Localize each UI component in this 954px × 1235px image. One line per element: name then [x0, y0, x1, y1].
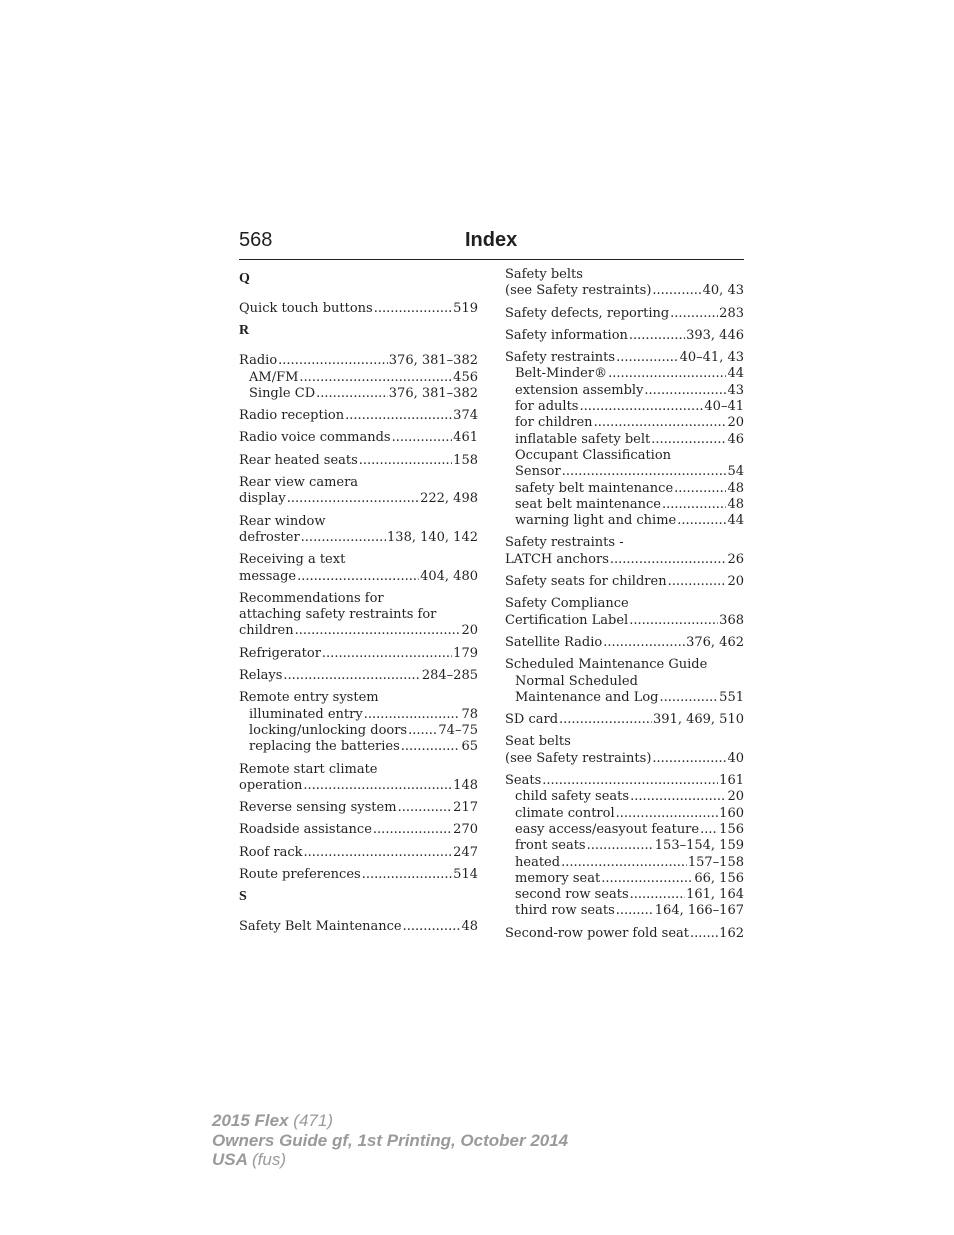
dot-leader: [651, 432, 726, 448]
index-entry-line: [505, 328, 744, 344]
index-entry: [505, 306, 744, 322]
dot-leader: [629, 328, 685, 344]
index-subentry: [505, 789, 744, 805]
index-group-r: [239, 353, 478, 883]
index-entry: [239, 301, 478, 317]
dot-leader: [364, 707, 461, 723]
page-reference: 283: [719, 305, 744, 321]
index-term: message: [239, 568, 297, 584]
dot-leader: [644, 383, 726, 399]
page-reference: 456: [453, 369, 478, 385]
page-reference: 48: [727, 480, 744, 496]
dot-leader: [652, 751, 726, 767]
dot-leader: [659, 690, 718, 706]
page-reference: 157–158: [687, 854, 744, 870]
index-term: climate control: [515, 805, 615, 821]
index-subentry: [505, 383, 744, 399]
index-entry: [505, 350, 744, 529]
dot-leader: [630, 789, 726, 805]
page-reference: 161: [719, 773, 744, 789]
page-reference: 374: [453, 408, 478, 424]
index-term: Maintenance and Log: [515, 689, 659, 705]
index-column-right: [505, 267, 744, 948]
page-reference: 179: [453, 645, 478, 661]
footer-model-line: [212, 1111, 568, 1131]
page-reference: 376, 381–382: [388, 385, 478, 401]
index-group-s: [239, 919, 478, 935]
section-letter-r: R: [239, 323, 250, 339]
dot-leader: [316, 386, 388, 402]
dot-leader: [542, 773, 718, 789]
dot-leader: [630, 887, 685, 903]
index-entry-line: [239, 800, 478, 816]
page-reference: 65: [461, 739, 478, 755]
page-reference: 158: [453, 452, 478, 468]
index-entry: [505, 596, 744, 629]
dot-leader: [561, 855, 687, 871]
page-reference: 404, 480: [420, 568, 478, 584]
index-entry-line: [239, 301, 478, 317]
index-entry-line: [505, 734, 744, 750]
footer-region-code: (fus): [252, 1150, 286, 1169]
index-subentry: [505, 399, 744, 415]
footer-model: 2015 Flex: [212, 1111, 289, 1130]
page-reference: 393, 446: [686, 327, 744, 343]
index-entry-line: [505, 552, 744, 568]
dot-leader: [674, 481, 726, 497]
dot-leader: [616, 350, 679, 366]
index-entry: [239, 453, 478, 469]
index-term: replacing the batteries: [249, 739, 400, 755]
index-entry-line: [505, 613, 744, 629]
index-subentry: [505, 513, 744, 529]
footer-imprint: [212, 1111, 568, 1170]
index-term: heated: [515, 854, 561, 870]
index-entry-line: [505, 773, 744, 789]
index-entry-line: [239, 491, 478, 507]
dot-leader: [616, 806, 719, 822]
index-term: operation: [239, 777, 303, 793]
index-entry: [239, 762, 478, 795]
dot-leader: [278, 353, 388, 369]
index-term: Reverse sensing system: [239, 800, 397, 816]
page-reference: 161, 164: [686, 887, 744, 903]
index-subentry: [239, 370, 478, 386]
page-reference: 40–41: [704, 399, 744, 415]
index-term: Safety information: [505, 327, 628, 343]
page-reference: 40–41, 43: [679, 350, 744, 366]
dot-leader: [287, 491, 419, 507]
index-term: SD card: [505, 712, 559, 728]
index-term: Occupant Classification: [515, 447, 672, 463]
page-reference: 43: [727, 382, 744, 398]
page-reference: 519: [453, 301, 478, 316]
index-entry-line: [239, 353, 478, 369]
index-subentry: [505, 448, 744, 464]
dot-leader: [601, 871, 693, 887]
dot-leader: [559, 712, 652, 728]
index-term: Safety restraints: [505, 350, 616, 366]
dot-leader: [299, 370, 452, 386]
index-entry: [505, 773, 744, 920]
index-term: Seat belts: [505, 734, 571, 750]
dot-leader: [373, 822, 452, 838]
page-reference: 153–154, 159: [654, 838, 744, 854]
index-entry: [505, 712, 744, 728]
index-term: Roadside assistance: [239, 822, 372, 838]
index-term: Safety restraints -: [505, 535, 624, 551]
index-subentry: [505, 464, 744, 480]
index-term: extension assembly: [515, 382, 644, 398]
index-subentry: [505, 887, 744, 903]
index-entry: [239, 408, 478, 424]
index-subentry: [505, 481, 744, 497]
index-entry-line: [239, 552, 478, 568]
dot-leader: [562, 464, 727, 480]
index-entry: [505, 734, 744, 767]
index-entry-line: [239, 762, 478, 778]
page-reference: 156: [719, 821, 744, 837]
index-term: Sensor: [515, 464, 561, 480]
index-entry-line: [239, 690, 478, 706]
index-subentry: [505, 674, 744, 690]
dot-leader: [652, 283, 701, 299]
index-entry-line: [239, 668, 478, 684]
index-term: Single CD: [249, 385, 316, 401]
index-term: Scheduled Maintenance Guide: [505, 657, 708, 673]
index-term: Remote entry system: [239, 690, 379, 706]
index-subentry: [505, 415, 744, 431]
index-term: safety belt maintenance: [515, 480, 674, 496]
index-entry: [239, 646, 478, 662]
page-reference: 376, 381–382: [388, 353, 478, 369]
index-term: Rear heated seats: [239, 452, 358, 468]
index-entry-line: [239, 845, 478, 861]
page-reference: 284–285: [421, 668, 478, 684]
dot-leader: [690, 926, 718, 942]
page-reference: 44: [727, 366, 744, 382]
index-entry: [239, 867, 478, 883]
page-reference: 74–75: [438, 722, 478, 738]
index-term: for children: [515, 415, 593, 431]
index-term: Certification Label: [505, 612, 629, 628]
dot-leader: [322, 646, 452, 662]
index-entry: [239, 668, 478, 684]
index-subentry: [505, 903, 744, 919]
dot-leader: [662, 497, 726, 513]
index-entry-line: [505, 751, 744, 767]
index-entry-line: [239, 867, 478, 883]
index-subentry: [505, 497, 744, 513]
page-reference: 160: [719, 805, 744, 821]
index-subentry: [505, 432, 744, 448]
index-subentry: [505, 855, 744, 871]
index-entry-line: [505, 283, 744, 299]
dot-leader: [301, 530, 386, 546]
index-entry: [505, 574, 744, 590]
index-entry-line: [239, 607, 478, 623]
index-entry-line: [239, 778, 478, 794]
dot-leader: [610, 552, 727, 568]
page-reference: 247: [453, 844, 478, 860]
footer-guide-line: Owners Guide gf, 1st Printing, October 2014: [212, 1130, 569, 1150]
page-reference: 376, 462: [686, 634, 744, 650]
index-entry: [239, 919, 478, 935]
page-reference: 20: [727, 574, 744, 590]
index-term: AM/FM: [249, 369, 299, 385]
dot-leader: [603, 635, 685, 651]
dot-leader: [668, 574, 727, 590]
index-term: Recommendations for: [239, 590, 384, 606]
index-term: easy access/easyout feature: [515, 821, 700, 837]
index-entry-line: [239, 408, 478, 424]
dot-leader: [303, 778, 452, 794]
index-term: Safety seats for children: [505, 574, 667, 590]
index-entry: [239, 690, 478, 755]
index-term: Remote start climate: [239, 761, 378, 777]
index-entry: [505, 267, 744, 300]
index-entry-line: [505, 350, 744, 366]
index-term: front seats: [515, 838, 586, 854]
page-reference: 461: [453, 430, 478, 446]
index-term: Radio voice commands: [239, 430, 391, 446]
page-reference: 20: [727, 415, 744, 431]
page-reference: 368: [719, 612, 744, 628]
index-subentry: [505, 690, 744, 706]
dot-leader: [362, 867, 452, 883]
index-subentry: [505, 871, 744, 887]
index-entry: [239, 800, 478, 816]
dot-leader: [392, 430, 453, 446]
dot-leader: [608, 366, 726, 382]
page-reference: 138, 140, 142: [387, 529, 478, 545]
dot-leader: [401, 739, 461, 755]
index-entry: [239, 845, 478, 861]
index-entry-line: [239, 591, 478, 607]
index-term: Refrigerator: [239, 645, 321, 661]
index-term: Safety Belt Maintenance: [239, 919, 402, 935]
index-term: memory seat: [515, 870, 601, 886]
dot-leader: [594, 415, 727, 431]
index-entry: [239, 822, 478, 838]
page-reference: 48: [461, 919, 478, 935]
index-term: warning light and chime: [515, 513, 677, 529]
index-term: attaching safety restraints for: [239, 607, 437, 623]
page-reference: 40: [727, 750, 744, 766]
index-entry-line: [239, 569, 478, 585]
index-term: seat belt maintenance: [515, 496, 661, 512]
index-group-s-continued: [505, 267, 744, 942]
index-subentry: [505, 822, 744, 838]
dot-leader: [295, 623, 461, 639]
index-term: Radio reception: [239, 408, 345, 424]
index-term: locking/unlocking doors: [249, 722, 408, 738]
dot-leader: [700, 822, 718, 838]
index-entry: [505, 926, 744, 942]
index-column-left: [239, 267, 478, 942]
index-subentry: [239, 723, 478, 739]
dot-leader: [629, 613, 718, 629]
dot-leader: [408, 723, 437, 739]
footer-model-code: (471): [293, 1111, 333, 1130]
index-entry-line: [239, 919, 478, 935]
index-entry-line: [505, 635, 744, 651]
index-term: defroster: [239, 529, 300, 545]
index-entry-line: [505, 574, 744, 590]
index-entry: [239, 552, 478, 585]
index-subentry: [239, 707, 478, 723]
page-title: Index: [465, 229, 518, 251]
page-header: [239, 228, 744, 260]
index-entry-line: [505, 926, 744, 942]
index-term: display: [239, 491, 286, 507]
index-entry: [239, 430, 478, 446]
index-group-q: [239, 301, 478, 317]
page-reference: 46: [727, 431, 744, 447]
index-entry: [239, 353, 478, 402]
page-reference: 217: [453, 800, 478, 816]
index-term: Relays: [239, 668, 283, 684]
index-subentry: [505, 366, 744, 382]
section-letter-s: S: [239, 889, 247, 905]
index-term: for adults: [515, 399, 579, 415]
index-term: second row seats: [515, 887, 629, 903]
index-term: Safety defects, reporting: [505, 305, 670, 321]
index-term: LATCH anchors: [505, 551, 609, 567]
page-reference: 20: [727, 789, 744, 805]
index-entry-line: [239, 514, 478, 530]
page-reference: 48: [727, 496, 744, 512]
page-reference: 164, 166–167: [654, 903, 744, 919]
index-term: Belt-Minder®: [515, 366, 608, 382]
index-term: Rear view camera: [239, 475, 359, 491]
page-reference: 26: [727, 551, 744, 567]
page-reference: 270: [453, 822, 478, 838]
dot-leader: [616, 903, 654, 919]
index-entry-line: [239, 453, 478, 469]
index-entry-line: [505, 596, 744, 612]
index-term: (see Safety restraints): [505, 750, 652, 766]
index-term: third row seats: [515, 903, 615, 919]
index-entry-line: [239, 475, 478, 491]
page-reference: 66, 156: [694, 870, 744, 886]
dot-leader: [398, 800, 453, 816]
index-term: Quick touch buttons: [239, 301, 373, 316]
dot-leader: [345, 408, 452, 424]
index-term: Route preferences: [239, 867, 361, 883]
index-entry: [505, 328, 744, 344]
index-term: Second-row power fold seat: [505, 925, 689, 941]
index-entry: [239, 475, 478, 508]
index-entry-line: [239, 623, 478, 639]
index-term: Receiving a text: [239, 552, 346, 568]
index-entry-line: [505, 267, 744, 283]
index-entry: [505, 657, 744, 706]
index-entry: [505, 635, 744, 651]
dot-leader: [297, 569, 419, 585]
index-term: Seats: [505, 773, 542, 789]
index-subentry: [239, 739, 478, 755]
dot-leader: [670, 306, 718, 322]
index-entry: [239, 514, 478, 547]
footer-region-line: [212, 1150, 568, 1170]
page-reference: 162: [719, 925, 744, 941]
index-term: Safety belts: [505, 267, 583, 282]
page-reference: 391, 469, 510: [653, 712, 744, 728]
index-subentry: [505, 838, 744, 854]
dot-leader: [587, 838, 654, 854]
index-subentry: [505, 806, 744, 822]
dot-leader: [403, 919, 461, 935]
dot-leader: [677, 513, 726, 529]
index-entry: [505, 535, 744, 568]
page-reference: 148: [453, 777, 478, 793]
page-reference: 20: [461, 623, 478, 639]
page-reference: 222, 498: [420, 491, 478, 507]
index-entry-line: [239, 646, 478, 662]
footer-region: USA: [212, 1150, 248, 1169]
index-entry-line: [505, 712, 744, 728]
page-reference: 54: [727, 464, 744, 480]
page-reference: 78: [461, 706, 478, 722]
index-term: (see Safety restraints): [505, 283, 652, 299]
page-number: 568: [239, 229, 273, 251]
index-term: Rear window: [239, 513, 326, 529]
index-term: Radio: [239, 353, 278, 369]
dot-leader: [579, 399, 703, 415]
index-term: Normal Scheduled: [515, 673, 638, 689]
index-entry-line: [239, 430, 478, 446]
index-term: Safety Compliance: [505, 596, 629, 612]
index-entry-line: [239, 530, 478, 546]
dot-leader: [359, 453, 452, 469]
index-entry: [239, 591, 478, 640]
page-reference: 40, 43: [702, 283, 744, 299]
page-reference: 44: [727, 513, 744, 529]
index-entry-line: [505, 657, 744, 673]
page-reference: 514: [453, 867, 478, 883]
index-entry-line: [505, 306, 744, 322]
index-entry-line: [239, 822, 478, 838]
index-term: children: [239, 623, 294, 639]
index-entry-line: [505, 535, 744, 551]
index-term: illuminated entry: [249, 706, 363, 722]
dot-leader: [374, 301, 452, 317]
section-letter-q: Q: [239, 271, 250, 286]
index-term: inflatable safety belt: [515, 431, 651, 447]
index-term: Satellite Radio: [505, 634, 603, 650]
page-reference: 551: [719, 689, 744, 705]
index-subentry: [239, 386, 478, 402]
index-term: Roof rack: [239, 844, 303, 860]
index-term: child safety seats: [515, 789, 630, 805]
dot-leader: [304, 845, 453, 861]
dot-leader: [283, 668, 420, 684]
